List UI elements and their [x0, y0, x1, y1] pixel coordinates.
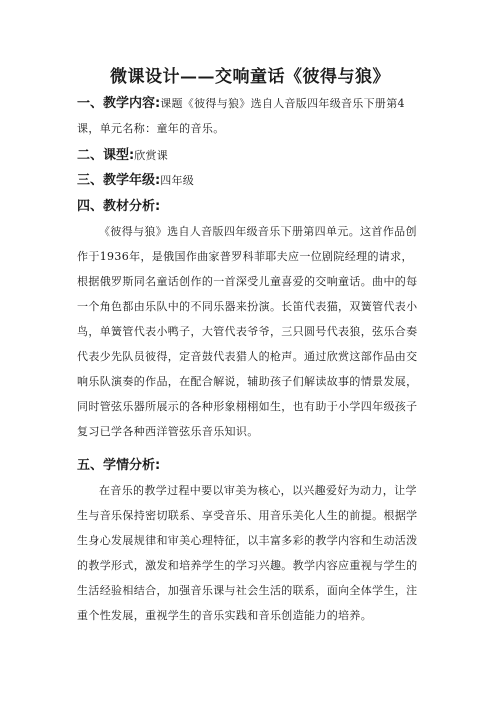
paragraph-line: 响乐队演奏的作品，在配合解说，辅助孩子们解读故事的情景发展， [77, 375, 418, 388]
paragraph-line: 生身心发展规律和审美心理特征，以丰富多彩的教学内容和生动活泼 [77, 534, 418, 547]
section-material-analysis [77, 194, 437, 444]
paragraph-line: 复习已学各种西洋管弦乐音乐知识。 [77, 425, 259, 438]
section-heading: 三、教学年级: [77, 173, 161, 188]
paragraph-line: 《彼得与狼》选自人音版四年级音乐下册第四单元。这首作品创 [99, 225, 417, 238]
section-text: 课题《彼得与狼》选自人音版四年级音乐下册第4 [160, 97, 405, 110]
section-text: 欣赏课 [134, 149, 169, 162]
paragraph-line: 生与音乐保持密切联系、享受音乐、用音乐美化人生的前提。根据学 [77, 509, 418, 522]
section-teaching-content [77, 91, 437, 141]
section-heading: 四、教材分析: [77, 199, 161, 214]
paragraph-line: 代表少先队员彼得，定音鼓代表猎人的枪声。通过欣赏这部作品由交 [77, 350, 418, 363]
paragraph-line: 在音乐的教学过程中要以审美为核心，以兴趣爱好为动力，让学 [99, 484, 417, 497]
paragraph-line: 课，单元名称：童年的音乐。 [77, 122, 225, 135]
paragraph-line: 同时管弦乐器所展示的各种形象栩栩如生，也有助于小学四年级孩子 [77, 400, 418, 413]
paragraph-line: 的教学形式，激发和培养学生的学习兴趣。教学内容应重视与学生的 [77, 559, 418, 572]
section-lesson-type [77, 143, 437, 168]
section-text: 四年级 [160, 174, 195, 187]
section-student-analysis [77, 453, 437, 628]
document-title: 微课设计——交响童话《彼得与狼》 [110, 67, 390, 87]
paragraph-line: 重个性发展，重视学生的音乐实践和音乐创造能力的培养。 [77, 609, 373, 622]
paragraph-line: 鸟，单簧管代表小鸭子，大管代表爷爷，三只圆号代表狼，弦乐合奏 [77, 325, 418, 338]
section-heading: 二、课型: [77, 148, 135, 163]
paragraph-line: 作于1936年，是俄国作曲家普罗科菲耶夫应一位剧院经理的请求， [77, 250, 413, 263]
section-heading: 一、教学内容: [77, 96, 161, 111]
paragraph-line: 一个角色都由乐队中的不同乐器来扮演。长笛代表猫，双簧管代表小 [77, 300, 418, 313]
paragraph-line: 根据俄罗斯同名童话创作的一首深受儿童喜爱的交响童话。曲中的每 [77, 275, 418, 288]
paragraph-line: 生活经验相结合，加强音乐课与社会生活的联系，面向全体学生，注 [77, 584, 418, 597]
section-grade [77, 168, 437, 193]
section-heading: 五、学情分析: [77, 458, 161, 473]
